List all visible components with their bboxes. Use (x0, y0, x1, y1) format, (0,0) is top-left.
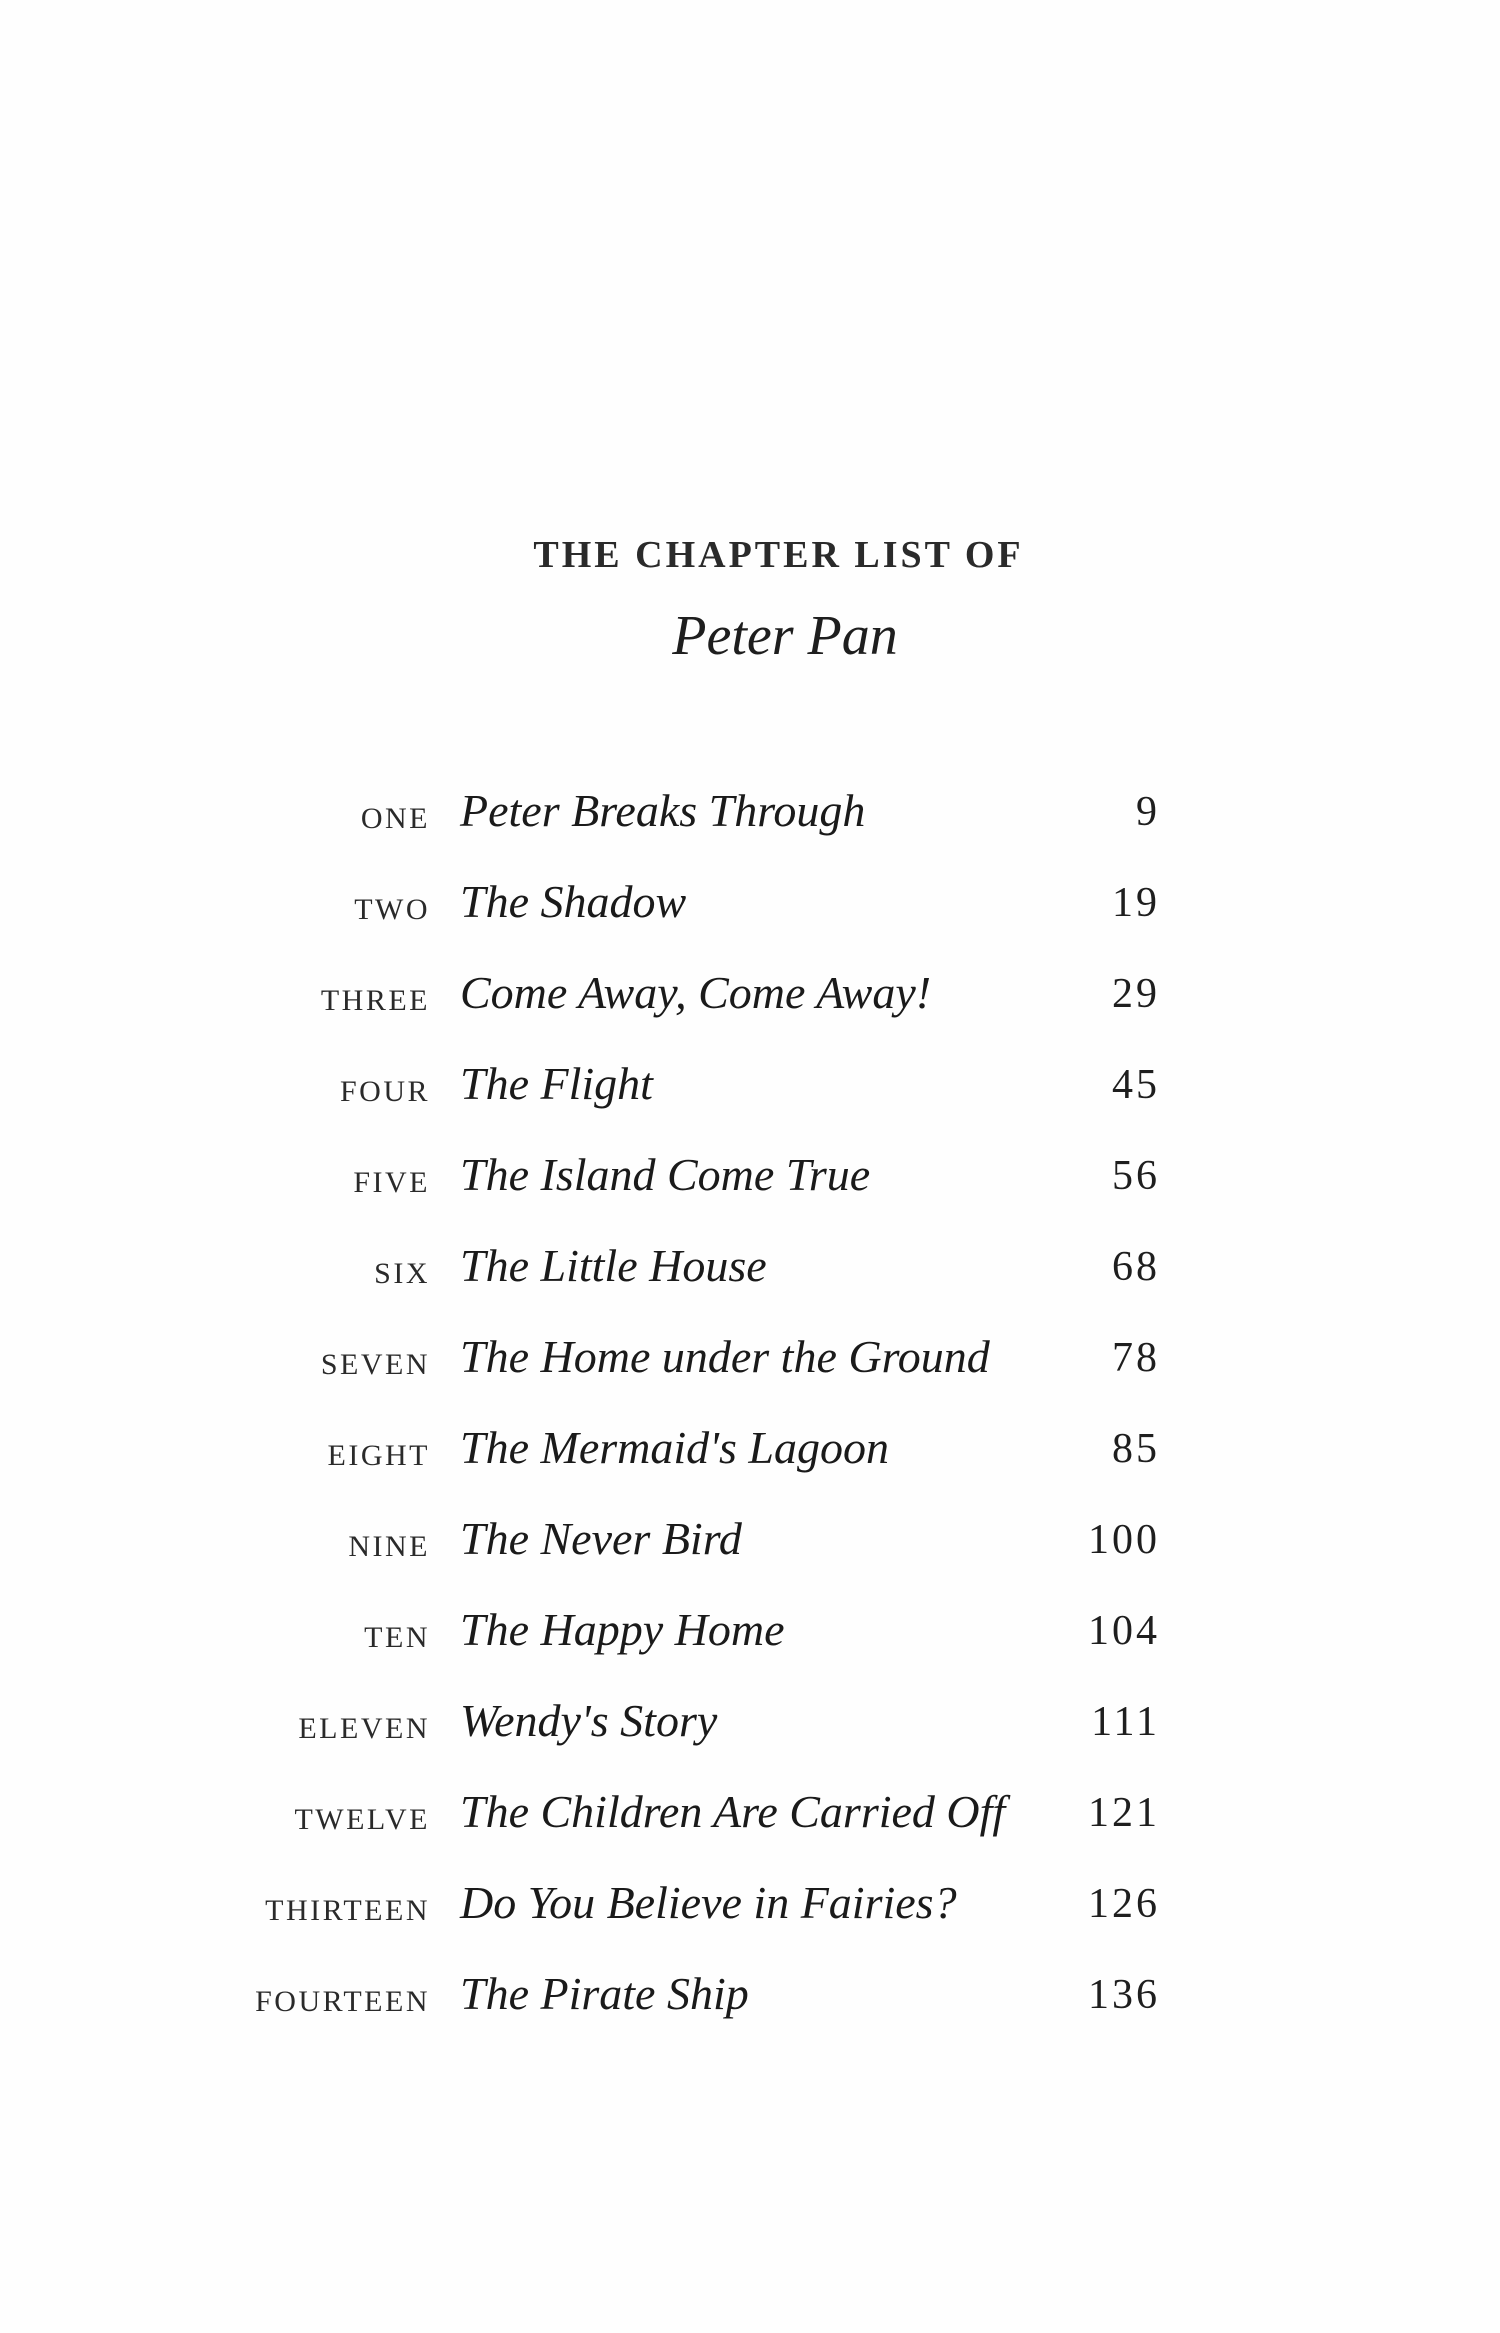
chapter-page-number: 111 (1091, 1699, 1160, 1745)
chapter-page-number: 100 (1088, 1517, 1160, 1563)
chapter-page-number: 29 (1112, 971, 1160, 1017)
chapter-page-number: 9 (1136, 789, 1160, 835)
toc-row[interactable] (0, 871, 1500, 941)
toc-row[interactable] (0, 1872, 1500, 1942)
toc-row[interactable] (0, 780, 1500, 850)
chapter-number: ELEVEN (298, 1712, 430, 1745)
chapter-title[interactable]: The Little House (460, 1240, 767, 1291)
chapter-title[interactable]: The Mermaid's Lagoon (460, 1422, 889, 1473)
chapter-number: FIVE (353, 1166, 430, 1199)
toc-row[interactable] (0, 962, 1500, 1032)
chapter-page-number: 78 (1112, 1335, 1160, 1381)
chapter-number: NINE (348, 1530, 430, 1563)
chapter-page-number: 68 (1112, 1244, 1160, 1290)
chapter-page-number: 85 (1112, 1426, 1160, 1472)
toc-row[interactable] (0, 1508, 1500, 1578)
chapter-page-number: 45 (1112, 1062, 1160, 1108)
chapter-title[interactable]: The Flight (460, 1058, 653, 1109)
chapter-page-number: 136 (1088, 1972, 1160, 2018)
chapter-title[interactable]: The Pirate Ship (460, 1968, 749, 2019)
toc-row[interactable] (0, 1326, 1500, 1396)
chapter-title[interactable]: The Children Are Carried Off (460, 1786, 1006, 1837)
chapter-number: SEVEN (320, 1348, 430, 1381)
chapter-title[interactable]: The Happy Home (460, 1604, 785, 1655)
toc-row[interactable] (0, 1235, 1500, 1305)
toc-row[interactable] (0, 1053, 1500, 1123)
toc-row[interactable] (0, 1963, 1500, 2033)
chapter-list-label: THE CHAPTER LIST OF (533, 534, 1024, 576)
chapter-number: FOURTEEN (255, 1985, 430, 2018)
chapter-number: THREE (320, 984, 430, 1017)
chapter-number: ONE (360, 802, 430, 835)
chapter-title[interactable]: Do You Believe in Fairies? (460, 1877, 957, 1928)
toc-row[interactable] (0, 1781, 1500, 1851)
chapter-title[interactable]: Come Away, Come Away! (460, 967, 932, 1018)
chapter-title[interactable]: The Shadow (460, 876, 687, 927)
chapter-title[interactable]: The Never Bird (460, 1513, 742, 1564)
chapter-title[interactable]: Peter Breaks Through (460, 785, 866, 836)
chapter-number: FOUR (339, 1075, 430, 1108)
chapter-title[interactable]: Wendy's Story (460, 1695, 718, 1746)
chapter-list-header (0, 533, 1500, 577)
toc-row[interactable] (0, 1144, 1500, 1214)
book-title-line (0, 604, 1500, 668)
chapter-page-number: 121 (1088, 1790, 1160, 1836)
book-title: Peter Pan (672, 605, 898, 667)
chapter-title[interactable]: The Home under the Ground (460, 1331, 990, 1382)
chapter-number: SIX (374, 1257, 430, 1290)
chapter-number: TEN (364, 1621, 430, 1654)
table-of-contents (0, 780, 1500, 2040)
chapter-title[interactable]: The Island Come True (460, 1149, 871, 1200)
chapter-number: TWO (354, 893, 430, 926)
chapter-number: EIGHT (327, 1439, 430, 1472)
toc-row[interactable] (0, 1417, 1500, 1487)
chapter-number: TWELVE (294, 1803, 430, 1836)
chapter-number: THIRTEEN (265, 1894, 430, 1927)
chapter-page-number: 56 (1112, 1153, 1160, 1199)
chapter-page-number: 104 (1088, 1608, 1160, 1654)
toc-row[interactable] (0, 1690, 1500, 1760)
chapter-page-number: 19 (1112, 880, 1160, 926)
chapter-page-number: 126 (1088, 1881, 1160, 1927)
toc-row[interactable] (0, 1599, 1500, 1669)
